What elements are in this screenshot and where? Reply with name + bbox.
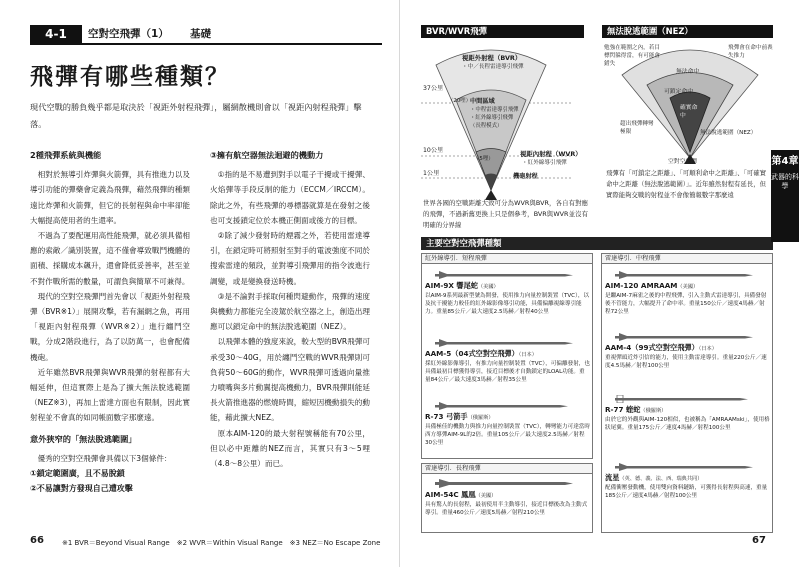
nez-caption: 飛彈有「可鎖定之距離」、「可順利命中之距離」、「可確實命中之距離（無法脫逃範圍）」。近年雖然射程有延長，但實際能夠交戰的射程並不會像簡報數字那麼遠 [606,169,766,199]
missile-aam4: AAM-4（99式空對空飛彈）（日本） 重視彈頭近炸引信的能力，使用主動雷達導引。重量220公斤／速度4.5馬赫／射程100公里 [605,330,770,370]
condition-1: ①鎖定範圍廣，且不易脫鎖 [30,469,125,479]
missile-r73: R-73 弓箭手（俄羅斯） 具備極佳的機動力與推力向量控制裝置（TVC），轉彎能力可達當時西方導彈AIM-9L的2倍。重量105公斤／最大速度2.5馬赫／射程30公里 [425,399,590,447]
missile-icon [605,333,755,341]
range-37km: 37公里 [423,85,444,92]
missile-r77: R-77 蝰蛇（俄羅斯） 由於它的外觀與AIM-120相似，也被稱為「AMRAAMski」，使用格狀尾翼。重量175公斤／速度4馬赫／射程100公里 [605,392,770,432]
nez-lock-hit: 可鎖定命中 [664,89,693,95]
missile-icon [605,395,755,403]
paragraph: ①指的是不易遭到對手以電子干擾或干擾彈、火焰彈等手段反制的能力（ECCM／IRCCM）。除此之外，有些飛彈的尋標器就算是在發射之後也可支援鎖定位於本機正側面或後方的目標。 [210,170,370,225]
paragraph: 原本AIM-120的最大射程號稱能有70公里，但以必中距離的NEZ而言，其實只有3～5哩（4.8～8公里）而已。 [210,428,370,469]
missile-aim9x: AIM-9X 響尾蛇（美國） 以AIM-9系列最新型號為開發，使用推力向量控制裝置（TVC），以及抗干擾能力較佳的紅外線影像導引功能，具備偏離視線導引能力。重量85公斤／最大速度2.5馬赫／射程40公里 [425,268,590,316]
nez-note-marginal: 勉強在範圍之內，若目標閃躲得當，有可能會錯失 [604,45,660,67]
nez-no-hit: 無法命中 [676,69,700,75]
chapter-name: 武器的科學 [771,173,799,190]
bvr-label: 視距外射程（BVR） [462,54,522,62]
mid-line-3: （長程模式） [470,123,503,129]
wvr-label: 視距內射程（WVR） [520,150,582,158]
page-number-right: 67 [752,535,766,546]
mid-label: 中間區域 [470,98,495,105]
nez-label: 無法脫逃範圍（NEZ） [700,130,757,136]
header-rule [30,43,382,45]
paragraph: 以飛彈本體的強度來說，較大型的BVR飛彈可承受30～40G，用於纏鬥空戰的WVR飛彈則可負荷50～60G的動作，WVR飛彈可透過向量推力噴嘴與多片動翼提高機動力，BVR飛彈則能延長火箭推進器的燃燒時間，縮短因機動損失的動能，藉此擴大NEZ。 [210,337,370,423]
page-fold [399,0,400,567]
section-header [30,25,382,44]
gun-label: 機砲射程 [513,173,538,180]
missile-aam5: AAM-5（04式空對空飛彈）（日本） 採紅外線影像導引，有推力向量控制裝置（TVC），可偏離發射，也具備最初目標獲得導引，接近目標後才自動鎖定的LOAL功能。重量84公斤／最大速度3馬赫／射程35公里 [425,336,590,384]
mid-line-1: ・中程雷達導引飛彈 [470,107,519,113]
text-column-1 [30,145,190,496]
paragraph: 優秀的空對空飛彈會具備以下3個條件： [37,453,172,463]
missile-icon [425,402,575,410]
range-1km: 1公里 [423,170,440,177]
mid-line-2: ・紅外線導引飛彈 [470,115,514,121]
wvr-sub: ・紅外線導引飛彈 [522,160,567,166]
paragraph: 近年雖然BVR飛彈與WVR飛彈的射程都有大幅延伸，但這實際上是為了擴大無法脫逃範圍（NEZ※3），再加上雷達方面也有限制，因此實射程並不會真的如同帳面數字那麼遠。 [30,367,190,423]
missile-icon [605,463,755,471]
gun-zone [485,174,497,191]
paragraph: 現代的空對空飛彈門首先會以「視距外射程飛彈（BVR※1）」展開攻擊，若有漏網之魚，再用「視距內射程飛彈（WVR※2）」進行纏鬥空戰，分成2階段進行，為了以防萬一，也會配備機砲。 [30,291,190,362]
missile-meteor: 流星（英、德、義、法、西、瑞典共同） 配備衝壓發動機，使用雙向資料鏈路，可獲得長射程與高速，重量185公斤／速度4馬赫／射程100公里 [605,460,770,500]
bvr-diagram-title: BVR/WVR飛彈 [421,25,584,38]
heading-missile-systems: 2種飛彈系統與機能 [30,150,102,160]
box-title: 雷達導引．長程飛彈 [422,464,592,474]
heading-condition-3: ③擁有航空器無法迴避的機動力 [210,150,324,160]
box-long-range [421,463,593,533]
range-10km: 10公里 [423,147,444,154]
nez-sure-hit: 確實命中 [680,105,698,119]
footnotes: ※1 BVR＝Beyond Visual Range ※2 WVR＝Within Visual Range ※3 NEZ＝No Escape Zone [62,539,381,547]
page-title: 飛彈有哪些種類？ [30,64,230,90]
heading-nez: 意外狹窄的「無法脫逃範圍」 [30,433,137,444]
aam-label: 空對空飛彈 [668,159,697,165]
range-5mi: （5哩） [474,156,494,162]
nez-turn-limit: 超出飛彈轉彎極限 [620,121,654,135]
paragraph: 不過為了要配運用高性能飛彈，就必須具備相應的索敵／識別裝置，這不僅會導致戰鬥機體的面積、採購成本飆升，還會降低妥善率，甚至並不對作戰所需的數量，可謂負與簡單不可兼得。 [30,231,190,286]
nez-note-thrust: 飛彈會在命中前喪失推力 [728,45,773,59]
missile-icon [605,271,755,279]
paragraph: 相對於無導引炸彈與火箭彈，具有推進力以及導引功能的彈藥會定義為飛彈，藉然飛彈的種類遠比炸彈和火箭彈，但它的長射程與命中率卻能大幅提高使用者的生還率。 [30,170,190,225]
paragraph: ③是不論對手採取何種閃避動作，飛彈的速度與機動力都能完全凌駕於航空器之上，創造出理應可以鎖定命中的無法脫逃範圍（NEZ）。 [210,291,370,332]
text-column-2 [210,145,370,471]
section-subtitle: 基礎 [190,28,211,40]
section-number: 4-1 [30,25,82,44]
intro-text: 現代空戰的勝負幾乎都是取決於「視距外射程飛彈」，屬網散機則會以「視距內射程飛彈」擊落。 [30,102,362,129]
missile-aim54: AIM-54C 鳳凰（美國） 具有驚人的長射程，最初使用半主動導引，接近目標後改為主動式導引。重量460公斤／速度5馬赫／射程210公里 [425,476,590,517]
bvr-sub: ・中／長程雷達導引飛彈 [462,64,524,70]
missile-section-title: 主要空對空飛彈種類 [421,237,773,250]
section-title: 空對空飛彈（1） [88,28,169,40]
box-short-range [421,253,593,459]
missile-icon [425,271,575,279]
box-title: 紅外線導引．短程飛彈 [422,254,592,264]
range-20mi: （20哩） [448,98,472,104]
page-number-left: 66 [30,535,44,546]
condition-2: ②不易讓對方發現自己遭攻擊 [30,484,133,494]
bvr-caption: 世界各國的空戰距離大致可分為WVR與BVR，各自有對應的飛彈，不過新舊更換上只是個參考，BVR與WVR並沒有明確的分界線 [423,199,588,229]
paragraph: ②除了減少發射時的煙霧之外，若使用雷達導引，在鎖定時可將照射至對手的電波強度不同於搜索雷達的頻段，並對導引飛彈用的指令波進行調變，或是變換發送時機。 [210,231,370,286]
chapter-label: 第4章 [771,156,799,167]
chapter-tab [771,150,799,242]
missile-aim120: AIM-120 AMRAAM（美國） 是繼AIM-7麻雀之後的中程飛彈，引入主動式雷達導引，具備發射後不管能力，大幅提升了命中率。重量150公斤／速度4馬赫／射程72公里 [605,268,770,316]
box-medium-range [601,253,773,533]
missile-icon [425,339,575,347]
missile-icon [425,479,575,488]
box-title: 雷達導引．中程飛彈 [602,254,772,264]
nez-diagram-title: 無法脫逃範圍（NEZ） [602,25,773,38]
